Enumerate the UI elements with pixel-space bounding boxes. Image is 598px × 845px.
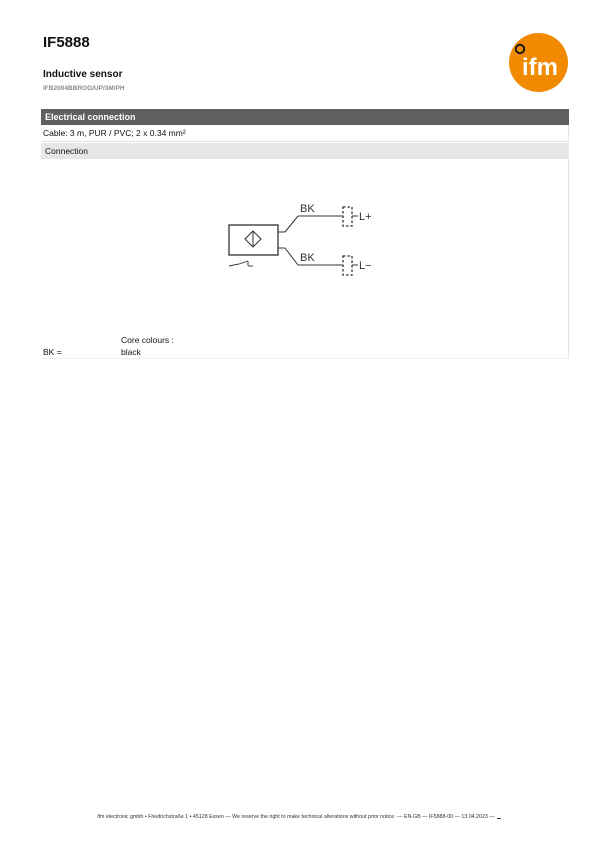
wire-top-bend [285,216,298,232]
switch-symbol-icon [229,261,253,266]
wiring-diagram [227,197,387,287]
electrical-connection-section [41,109,569,360]
wire-top-label: BK [300,203,315,215]
wire-bottom-bend [285,248,298,265]
product-type: Inductive sensor [43,69,123,80]
ifm-logo [509,33,568,92]
terminal-bottom-box [343,256,352,275]
article-code: IFB2004BBROG/UP/3M/PH [43,85,125,92]
footer-text: ifm electronic gmbh • Friedrichstraße 1 • 45128 Essen — We reserve the right to make technical alterations without prior notice. — EN-GB — IF5888-00 — 13.04.2023 — [97,814,495,820]
wire-bottom-label: BK [300,252,315,264]
section-title: Electrical connection [41,109,569,125]
sensor-symbol-icon [245,231,261,247]
terminal-bottom-label: L− [359,260,372,272]
core-color: black [121,347,141,357]
product-code: IF5888 [43,34,90,51]
core-colours-label: Core colours : [121,335,174,345]
terminal-top-label: L+ [359,211,372,223]
footer-link-icon[interactable] [497,812,501,819]
core-code: BK = [43,347,62,357]
logo-text: ifm [522,54,558,81]
connection-label: Connection [41,143,569,159]
footer [0,812,598,820]
terminal-top-box [343,207,352,226]
connection-diagram-area [41,159,569,359]
cable-spec: Cable: 3 m, PUR / PVC; 2 x 0.34 mm² [41,125,569,142]
